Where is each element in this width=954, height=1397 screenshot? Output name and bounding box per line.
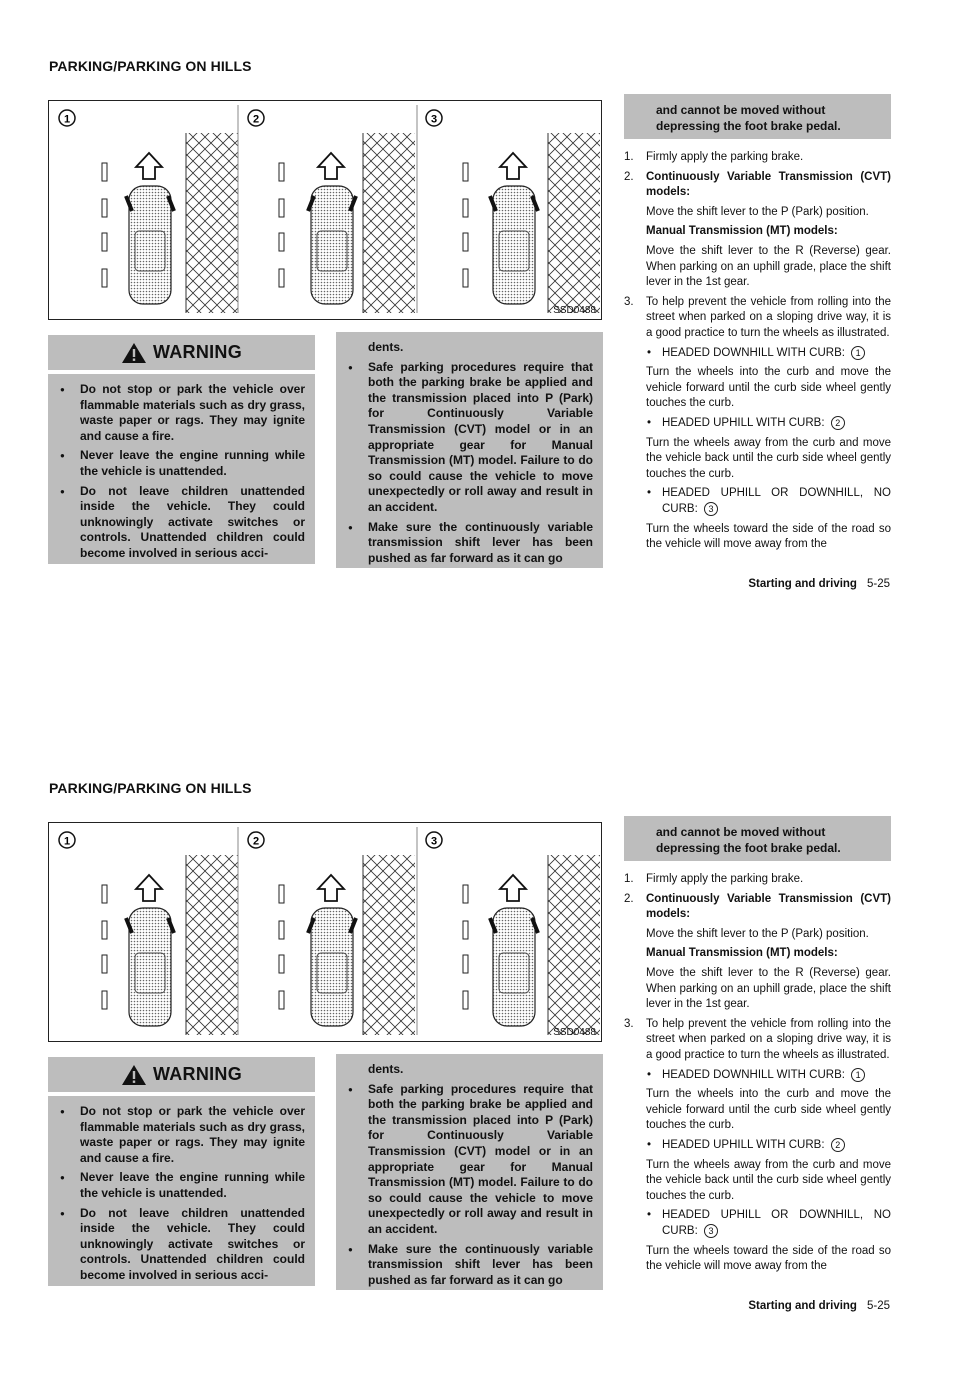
warning-body-col2: [336, 1054, 603, 1290]
note-box: and cannot be moved without depressing the foot brake pedal.: [624, 94, 891, 139]
panel-1: [59, 105, 238, 313]
warning-item: ● Do not leave children unattended inside the vehicle. They could unknowingly activate switches or controls. Unattended children could become involved in serious acci-: [58, 484, 305, 562]
warning-item-continued: dents.: [368, 340, 404, 354]
step-3: 3. To help prevent the vehicle from rolling into the street when parked on a sloping drive way, it is a good practice to turn the wheels as illustrated.: [624, 1017, 891, 1061]
page-number: 5-25: [866, 578, 890, 590]
page-footer: [748, 578, 890, 590]
svg-text:3: 3: [430, 835, 438, 848]
footer-section: Starting and driving: [748, 578, 857, 590]
circled-number: 3: [704, 1224, 718, 1238]
figure-code: SSD0488: [553, 1027, 596, 1038]
warning-item: ● Make sure the continuously variable transmission shift lever has been pushed as far forward as it can go: [346, 520, 593, 567]
bullet-no-curb: • HEADED UPHILL OR DOWNHILL, NO CURB: 3: [624, 486, 891, 517]
bullet-no-curb: • HEADED UPHILL OR DOWNHILL, NO CURB: 3: [624, 1208, 891, 1239]
bullet-uphill-curb: • HEADED UPHILL WITH CURB: 2: [624, 416, 891, 432]
svg-text:2: 2: [252, 113, 260, 126]
warning-item: ● Do not stop or park the vehicle over flammable materials such as dry grass, waste paper or rags. They may ignite and cause a fire.: [58, 1104, 305, 1166]
warning-item: ● Safe parking procedures require that both the parking brake be applied and the transmission placed into P (Park) for Continuously Variable Transmission (CVT) model or in an appropriate gear for Manual Transmission (MT) model. Failure to do so could cause the vehicle to move unexpectedly or roll away and result in an accident.: [346, 1082, 593, 1238]
warning-triangle-icon: [121, 1064, 147, 1086]
page-number: 5-25: [866, 1300, 890, 1312]
mt-text: Move the shift lever to the R (Reverse) gear. When parking on an uphill grade, place the shift lever in the 1st gear.: [646, 244, 891, 289]
warning-item: ● Never leave the engine running while the vehicle is unattended.: [58, 448, 305, 479]
circled-number: 2: [831, 1138, 845, 1152]
panel-2: [248, 105, 417, 313]
warning-body-col2: [336, 332, 603, 568]
svg-text:2: 2: [252, 835, 260, 848]
bullet-uphill-text: Turn the wheels away from the curb and move the vehicle back until the curb side wheel gently touches the curb.: [646, 436, 891, 480]
warning-triangle-icon: [121, 342, 147, 364]
warning-item: ● Do not stop or park the vehicle over flammable materials such as dry grass, waste paper or rags. They may ignite and cause a fire.: [58, 382, 305, 444]
warning-title: WARNING: [152, 1064, 243, 1084]
panel-1: [59, 827, 238, 1035]
bullet-no-curb-text: Turn the wheels toward the side of the road so the vehicle will move away from the: [646, 1244, 891, 1273]
bullet-no-curb-text: Turn the wheels toward the side of the road so the vehicle will move away from the: [646, 522, 891, 551]
parking-figure: [48, 100, 602, 320]
svg-text:1: 1: [63, 835, 71, 848]
warning-item: ● Never leave the engine running while the vehicle is unattended.: [58, 1170, 305, 1201]
step-1: 1. Firmly apply the parking brake.: [624, 873, 804, 885]
warning-header: [48, 335, 315, 370]
step-1: 1. Firmly apply the parking brake.: [624, 151, 804, 163]
mt-title: Manual Transmission (MT) models:: [646, 947, 838, 960]
figure-code: SSD0488: [553, 305, 596, 316]
step-3: 3. To help prevent the vehicle from rolling into the street when parked on a sloping drive way, it is a good practice to turn the wheels as illustrated.: [624, 295, 891, 339]
warning-body-col1: [48, 1096, 315, 1286]
warning-item: ● Do not leave children unattended inside the vehicle. They could unknowingly activate switches or controls. Unattended children could become involved in serious acci-: [58, 1206, 305, 1284]
warning-item-continued: dents.: [368, 1062, 404, 1076]
bullet-downhill-curb: • HEADED DOWNHILL WITH CURB: 1: [624, 346, 891, 362]
parking-figure: [48, 822, 602, 1042]
step-2-text: Move the shift lever to the P (Park) position.: [646, 205, 869, 218]
bullet-uphill-curb: • HEADED UPHILL WITH CURB: 2: [624, 1138, 891, 1154]
step-2: 2. Continuously Variable Transmission (CVT) models:: [624, 170, 891, 199]
warning-item: ● Safe parking procedures require that both the parking brake be applied and the transmission placed into P (Park) for Continuously Variable Transmission (CVT) model or in an appropriate gear for Manual Transmission (MT) model. Failure to do so could cause the vehicle to move unexpectedly or roll away and result in an accident.: [346, 360, 593, 516]
warning-title: WARNING: [152, 342, 243, 362]
procedure-column: [624, 872, 891, 1279]
mt-title: Manual Transmission (MT) models:: [646, 225, 838, 238]
circled-number: 2: [831, 416, 845, 430]
bullet-downhill-text: Turn the wheels into the curb and move the vehicle forward until the curb side wheel gently touches the curb.: [646, 1088, 891, 1132]
section-title: PARKING/PARKING ON HILLS: [49, 780, 252, 796]
panel-3: [426, 832, 600, 1035]
mt-text: Move the shift lever to the R (Reverse) gear. When parking on an uphill grade, place the shift lever in the 1st gear.: [646, 966, 891, 1011]
step-2: 2. Continuously Variable Transmission (CVT) models:: [624, 892, 891, 921]
page-copy-1: [0, 0, 954, 675]
warning-body-col1: [48, 374, 315, 564]
circled-number: 1: [851, 1068, 865, 1082]
note-box: and cannot be moved without depressing the foot brake pedal.: [624, 816, 891, 861]
procedure-column: [624, 150, 891, 557]
step-2-text: Move the shift lever to the P (Park) position.: [646, 927, 869, 940]
page-copy-2: [0, 722, 954, 1397]
circled-number: 1: [851, 346, 865, 360]
bullet-uphill-text: Turn the wheels away from the curb and move the vehicle back until the curb side wheel gently touches the curb.: [646, 1158, 891, 1202]
page-footer: [748, 1300, 890, 1312]
panel-3: [426, 110, 600, 313]
circled-number: 3: [704, 502, 718, 516]
svg-text:1: 1: [63, 113, 71, 126]
section-title: PARKING/PARKING ON HILLS: [49, 58, 252, 74]
parking-illustration: [49, 823, 600, 1040]
parking-illustration: [49, 101, 600, 318]
footer-section: Starting and driving: [748, 1300, 857, 1312]
bullet-downhill-text: Turn the wheels into the curb and move the vehicle forward until the curb side wheel gently touches the curb.: [646, 366, 891, 410]
bullet-downhill-curb: • HEADED DOWNHILL WITH CURB: 1: [624, 1068, 891, 1084]
svg-text:3: 3: [430, 113, 438, 126]
warning-item: ● Make sure the continuously variable transmission shift lever has been pushed as far forward as it can go: [346, 1242, 593, 1289]
warning-header: [48, 1057, 315, 1092]
panel-2: [248, 827, 417, 1035]
